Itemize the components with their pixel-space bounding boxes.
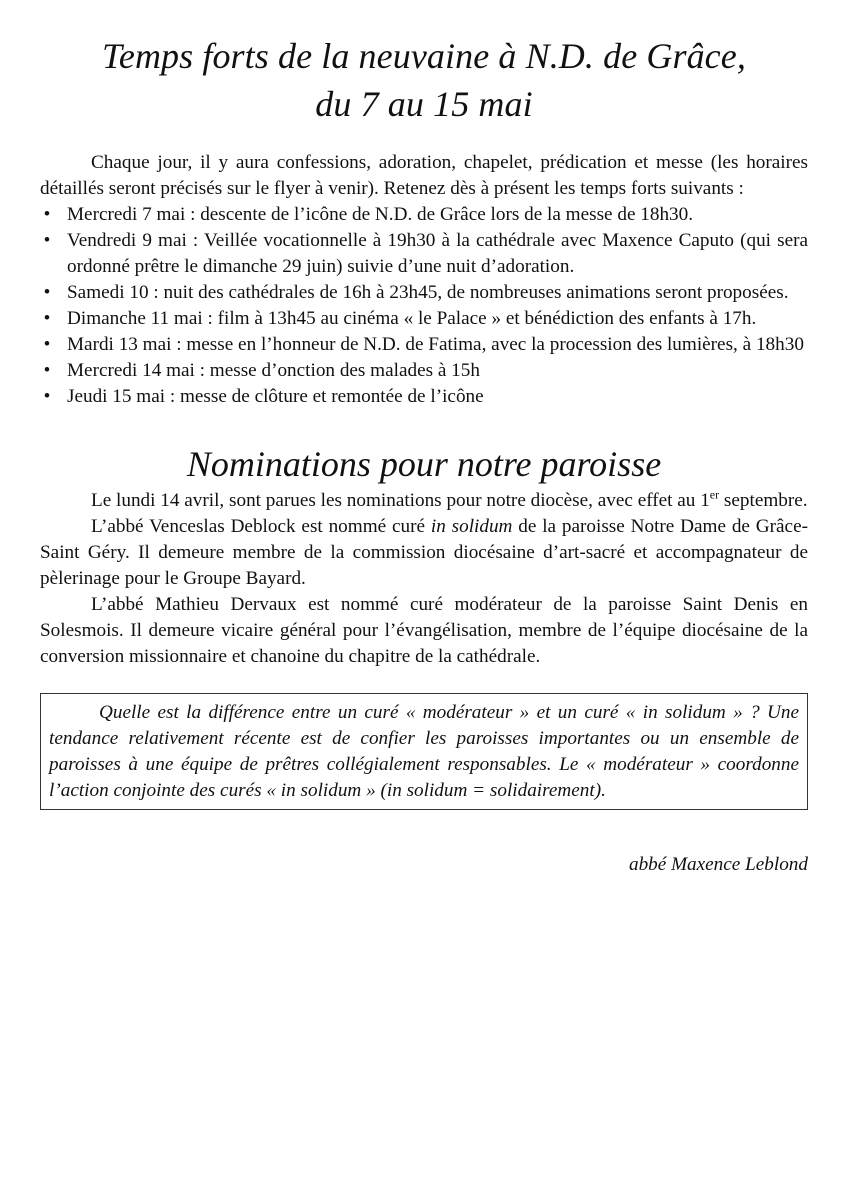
para1-end: septembre.	[719, 490, 808, 511]
event-text: Vendredi 9 mai : Veillée vocationnelle à 19h30 à la cathédrale avec Maxence Caputo (qui sera ordonné prêtre le dimanche 29 juin) suivie d’une nuit d’adoration.	[67, 230, 808, 277]
title-line-2: du 7 au 15 mai	[315, 84, 533, 124]
bullet-icon: •	[43, 360, 51, 381]
bullet-icon: •	[43, 386, 51, 407]
title-line-1: Temps forts de la neuvaine à N.D. de Grâce,	[102, 36, 746, 76]
list-item	[40, 228, 808, 280]
bullet-icon: •	[43, 308, 51, 329]
para2-italic: in solidum	[430, 516, 513, 537]
note-text: Quelle est la différence entre un curé « modérateur » et un curé « in solidum » ? Une tendance relativement récente est de confier les paroisses importantes ou un ensemble de paroisses à une équipe de prêtres collégialement responsables. Le « modérateur » coordonne l’action conjointe des curés « in solidum » (in solidum = solidairement).	[49, 702, 799, 801]
para2-after: de la paroisse Notre Dame de Grâce-Saint Géry. Il demeure membre de la commission diocésaine d’art-sacré et accompagnateur de pèlerinage pour le Groupe Bayard.	[40, 516, 808, 589]
bullet-icon: •	[43, 230, 51, 251]
note-box	[40, 693, 808, 810]
list-item	[40, 306, 808, 332]
event-text: Dimanche 11 mai : film à 13h45 au cinéma « le Palace » et bénédiction des enfants à 17h.	[67, 308, 757, 329]
list-item	[40, 358, 808, 384]
list-item	[40, 384, 808, 410]
nominations-paragraph-2	[40, 514, 808, 592]
document-page	[40, 32, 808, 878]
nominations-paragraph-1	[40, 488, 808, 514]
event-text: Mercredi 7 mai : descente de l’icône de N.D. de Grâce lors de la messe de 18h30.	[67, 204, 694, 225]
event-text: Mercredi 14 mai : messe d’onction des malades à 15h	[67, 360, 480, 381]
para1-text: Le lundi 14 avril, sont parues les nominations pour notre diocèse, avec effet au 1	[91, 490, 710, 511]
nominations-paragraph-3: L’abbé Mathieu Dervaux est nommé curé modérateur de la paroisse Saint Denis en Solesmois. Il demeure vicaire général pour l’évangélisation, membre de l’équipe diocésaine de la conversion missionnaire et chanoine du chapitre de la cathédrale.	[40, 594, 808, 667]
para1-superscript: er	[709, 487, 720, 502]
section-title-nominations: Nominations pour notre paroisse	[186, 444, 662, 484]
bullet-icon: •	[43, 282, 51, 303]
signature: abbé Maxence Leblond	[628, 854, 808, 875]
list-item	[40, 332, 808, 358]
intro-paragraph: Chaque jour, il y aura confessions, adoration, chapelet, prédication et messe (les horaires détaillés seront précisés sur le flyer à venir). Retenez dès à présent les temps forts suivants :	[40, 152, 808, 199]
list-item	[40, 202, 808, 228]
event-text: Samedi 10 : nuit des cathédrales de 16h à 23h45, de nombreuses animations seront proposées.	[67, 282, 789, 303]
para2-before: L’abbé Venceslas Deblock est nommé curé	[91, 516, 431, 537]
bullet-icon: •	[43, 204, 51, 225]
event-text: Mardi 13 mai : messe en l’honneur de N.D. de Fatima, avec la procession des lumières, à 18h30	[67, 334, 804, 355]
event-text: Jeudi 15 mai : messe de clôture et remontée de l’icône	[67, 386, 484, 407]
events-list	[40, 202, 808, 410]
section-title-neuvaine	[40, 32, 808, 128]
list-item	[40, 280, 808, 306]
bullet-icon: •	[43, 334, 51, 355]
